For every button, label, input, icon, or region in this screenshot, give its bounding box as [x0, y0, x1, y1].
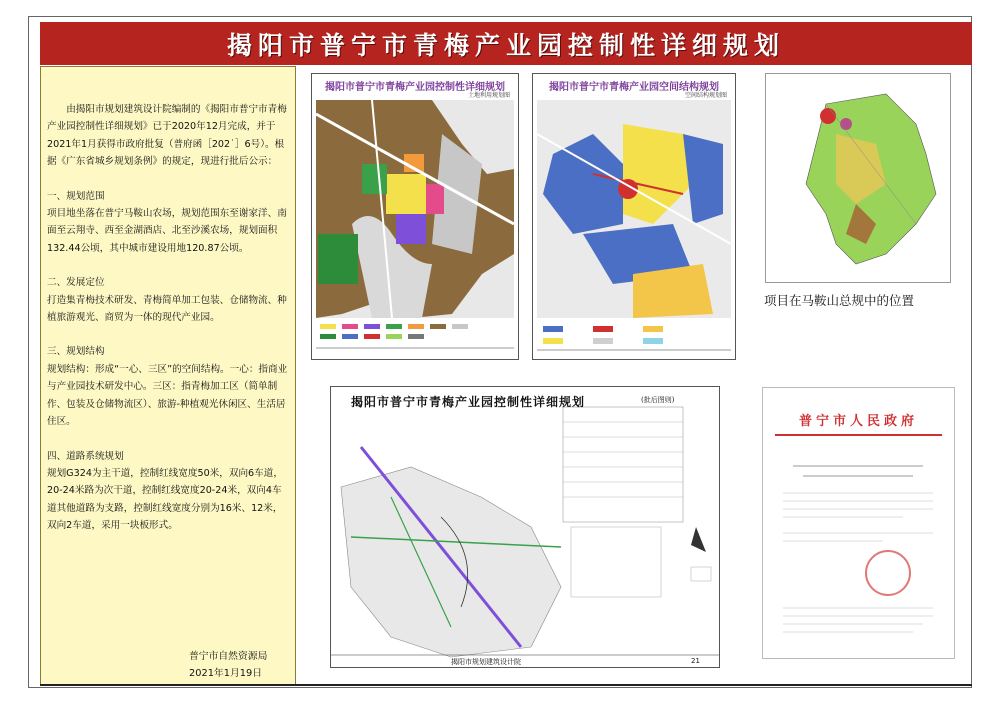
signature-block: [189, 648, 267, 682]
document-title: 普宁市人民政府: [798, 414, 918, 429]
announcement-panel: [40, 66, 296, 685]
main-plan-tag: (批后图则): [641, 396, 675, 404]
section-scope: [47, 188, 291, 258]
main-plan-map: [331, 387, 719, 667]
main-plan-title: 揭阳市普宁市青梅产业园控制性详细规划: [351, 395, 586, 409]
section-heading: 四、道路系统规划: [47, 450, 124, 462]
section-roads: [47, 448, 291, 535]
announcement-text: [47, 101, 291, 552]
section-structure: [47, 343, 291, 430]
section-body: 项目地坐落在普宁马鞍山农场，规划范围东至谢家洋、南面至云翔寺、西至金湖酒店、北至沙溪农场，规划面积132.44公顷，其中城市建设用地120.87公顷。: [47, 208, 287, 254]
section-heading: 二、发展定位: [47, 277, 105, 289]
section-positioning: [47, 274, 291, 326]
main-plan-footer: 揭阳市规划建筑设计院: [451, 658, 521, 666]
main-plan-card: [330, 386, 720, 668]
document-body-lines: [763, 388, 954, 658]
bottom-rule: [40, 684, 972, 686]
structure-map-card: [532, 73, 736, 360]
poster-title: 揭阳市普宁市青梅产业园控制性详细规划: [226, 30, 785, 60]
landuse-map-card: [311, 73, 519, 360]
location-map-caption: 项目在马鞍山总规中的位置: [764, 293, 915, 308]
structure-map: [533, 74, 735, 359]
section-heading: 三、规划结构: [47, 346, 105, 358]
structure-map-title: 揭阳市普宁市青梅产业园空间结构规划: [549, 82, 719, 93]
intro-paragraph: 由揭阳市规划建筑设计院编制的《揭阳市普宁市青梅产业园控制性详细规划》已于2020年12月完成，并于2021年1月获得市政府批复（普府函［202˙］6号）。根据《广东省城乡规划条例》的规定，现进行批后公示：: [47, 104, 287, 168]
landuse-map: [312, 74, 518, 359]
structure-map-subtitle: 空间结构规划图: [684, 92, 727, 99]
section-body: 规划G324为主干道，控制红线宽度50米，双向6车道，20-24米路为次干道，控制红线宽度20-24米，双向4车道其他道路为支路，控制红线宽度分别为16米、12米，双向2车道，采用一块板形式。: [47, 467, 283, 532]
section-body: 打造集青梅技术研发、青梅简单加工包装、仓储物流、种植旅游观光、商贸为一体的现代产业园。: [47, 294, 287, 324]
landuse-map-title: 揭阳市普宁市青梅产业园控制性详细规划: [325, 82, 505, 93]
title-banner: [40, 22, 972, 65]
signature-org: 普宁市自然资源局: [189, 651, 268, 662]
government-document: [762, 387, 955, 659]
section-heading: 一、规划范围: [47, 190, 105, 202]
landuse-map-subtitle: 土地利用规划图: [467, 92, 510, 99]
section-body: 规划结构：形成“一心、三区”的空间结构。一心：指商业与产业园技术研发中心。三区：指青梅加工区（简单制作、包装及仓储物流区）、旅游-种植观光休闲区、生活居住区。: [47, 363, 288, 428]
signature-date: 2021年1月19日: [189, 668, 263, 679]
main-plan-page: 21: [691, 657, 700, 665]
location-map: [765, 73, 951, 283]
location-map-graphic: [766, 74, 950, 282]
